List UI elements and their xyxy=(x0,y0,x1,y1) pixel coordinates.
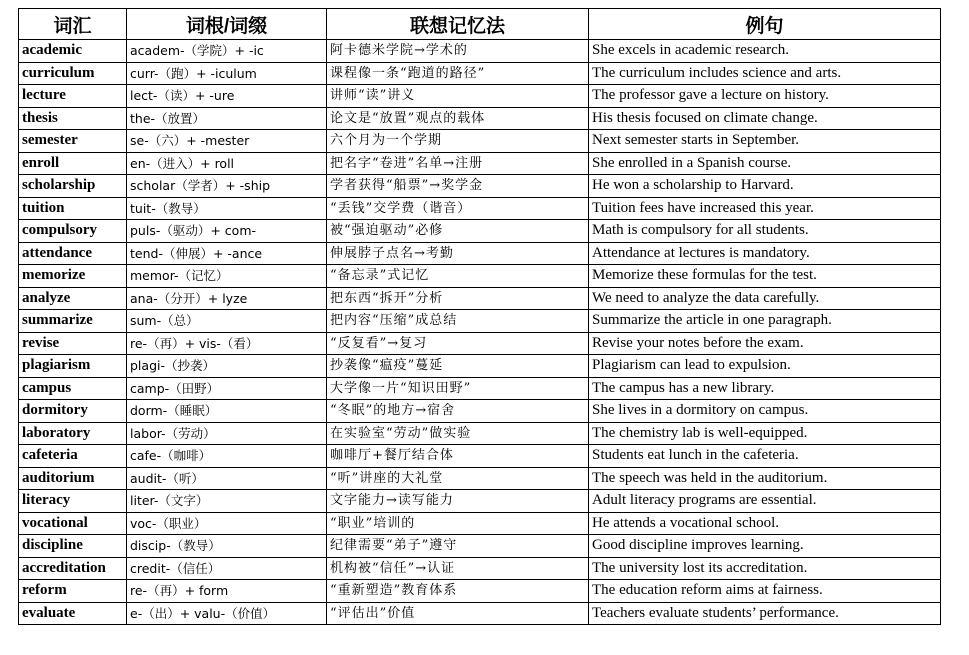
root-affix-cell: discip-（教导） xyxy=(127,535,327,558)
word-cell: summarize xyxy=(19,310,127,333)
word-cell: literacy xyxy=(19,490,127,513)
memory-method-cell: 阿卡德米学院→学术的 xyxy=(327,40,589,63)
word-cell: memorize xyxy=(19,265,127,288)
example-sentence-cell: The professor gave a lecture on history. xyxy=(589,85,941,108)
root-affix-cell: ana-（分开）+ lyze xyxy=(127,287,327,310)
word-cell: lecture xyxy=(19,85,127,108)
example-sentence-cell: Adult literacy programs are essential. xyxy=(589,490,941,513)
root-affix-cell: the-（放置） xyxy=(127,107,327,130)
example-sentence-cell: The curriculum includes science and arts. xyxy=(589,62,941,85)
table-row xyxy=(19,445,941,468)
memory-method-cell: 六个月为一个学期 xyxy=(327,130,589,153)
table-row xyxy=(19,85,941,108)
table-body xyxy=(19,40,941,625)
table-row xyxy=(19,107,941,130)
vocabulary-table xyxy=(18,8,941,625)
memory-method-cell: “备忘录”式记忆 xyxy=(327,265,589,288)
example-sentence-cell: She lives in a dormitory on campus. xyxy=(589,400,941,423)
memory-method-cell: 把东西“拆开”分析 xyxy=(327,287,589,310)
word-cell: dormitory xyxy=(19,400,127,423)
root-affix-cell: lect-（读）+ -ure xyxy=(127,85,327,108)
table-header xyxy=(19,9,941,40)
table-row xyxy=(19,355,941,378)
root-affix-cell: curr-（跑）+ -iculum xyxy=(127,62,327,85)
root-affix-cell: audit-（听） xyxy=(127,467,327,490)
memory-method-cell: 抄袭像“瘟疫”蔓延 xyxy=(327,355,589,378)
word-cell: curriculum xyxy=(19,62,127,85)
table-row xyxy=(19,512,941,535)
word-cell: campus xyxy=(19,377,127,400)
table-row xyxy=(19,175,941,198)
example-sentence-cell: We need to analyze the data carefully. xyxy=(589,287,941,310)
word-cell: reform xyxy=(19,580,127,603)
table-row xyxy=(19,602,941,625)
root-affix-cell: re-（再）+ form xyxy=(127,580,327,603)
memory-method-cell: 机构被“信任”→认证 xyxy=(327,557,589,580)
table-row xyxy=(19,40,941,63)
example-sentence-cell: The education reform aims at fairness. xyxy=(589,580,941,603)
word-cell: attendance xyxy=(19,242,127,265)
table-row xyxy=(19,332,941,355)
root-affix-cell: puls-（驱动）+ com- xyxy=(127,220,327,243)
example-sentence-cell: The chemistry lab is well-equipped. xyxy=(589,422,941,445)
table-row xyxy=(19,197,941,220)
root-affix-cell: cafe-（咖啡） xyxy=(127,445,327,468)
word-cell: plagiarism xyxy=(19,355,127,378)
memory-method-cell: “评估出”价值 xyxy=(327,602,589,625)
header-word: 词汇 xyxy=(19,9,127,40)
memory-method-cell: “听”讲座的大礼堂 xyxy=(327,467,589,490)
root-affix-cell: re-（再）+ vis-（看） xyxy=(127,332,327,355)
table-row xyxy=(19,377,941,400)
memory-method-cell: 学者获得“船票”→奖学金 xyxy=(327,175,589,198)
word-cell: scholarship xyxy=(19,175,127,198)
table-row xyxy=(19,265,941,288)
root-affix-cell: en-（进入）+ roll xyxy=(127,152,327,175)
word-cell: enroll xyxy=(19,152,127,175)
root-affix-cell: labor-（劳动） xyxy=(127,422,327,445)
header-row xyxy=(19,9,941,40)
example-sentence-cell: Students eat lunch in the cafeteria. xyxy=(589,445,941,468)
example-sentence-cell: Attendance at lectures is mandatory. xyxy=(589,242,941,265)
example-sentence-cell: Math is compulsory for all students. xyxy=(589,220,941,243)
root-affix-cell: memor-（记忆） xyxy=(127,265,327,288)
word-cell: laboratory xyxy=(19,422,127,445)
table-row xyxy=(19,422,941,445)
root-affix-cell: e-（出）+ valu-（价值） xyxy=(127,602,327,625)
memory-method-cell: “职业”培训的 xyxy=(327,512,589,535)
word-cell: evaluate xyxy=(19,602,127,625)
example-sentence-cell: Revise your notes before the exam. xyxy=(589,332,941,355)
header-memory-method: 联想记忆法 xyxy=(327,9,589,40)
word-cell: analyze xyxy=(19,287,127,310)
example-sentence-cell: Next semester starts in September. xyxy=(589,130,941,153)
example-sentence-cell: He won a scholarship to Harvard. xyxy=(589,175,941,198)
memory-method-cell: “重新塑造”教育体系 xyxy=(327,580,589,603)
word-cell: compulsory xyxy=(19,220,127,243)
example-sentence-cell: She excels in academic research. xyxy=(589,40,941,63)
table-row xyxy=(19,400,941,423)
root-affix-cell: liter-（文字） xyxy=(127,490,327,513)
word-cell: cafeteria xyxy=(19,445,127,468)
memory-method-cell: 课程像一条“跑道的路径” xyxy=(327,62,589,85)
root-affix-cell: tuit-（教导） xyxy=(127,197,327,220)
memory-method-cell: 把名字“卷进”名单→注册 xyxy=(327,152,589,175)
root-affix-cell: se-（六）+ -mester xyxy=(127,130,327,153)
example-sentence-cell: The campus has a new library. xyxy=(589,377,941,400)
example-sentence-cell: Tuition fees have increased this year. xyxy=(589,197,941,220)
root-affix-cell: scholar（学者）+ -ship xyxy=(127,175,327,198)
table-row xyxy=(19,467,941,490)
root-affix-cell: camp-（田野） xyxy=(127,377,327,400)
root-affix-cell: tend-（伸展）+ -ance xyxy=(127,242,327,265)
memory-method-cell: 咖啡厅+餐厅结合体 xyxy=(327,445,589,468)
memory-method-cell: 被“强迫驱动”必修 xyxy=(327,220,589,243)
word-cell: academic xyxy=(19,40,127,63)
root-affix-cell: plagi-（抄袭） xyxy=(127,355,327,378)
example-sentence-cell: Summarize the article in one paragraph. xyxy=(589,310,941,333)
word-cell: auditorium xyxy=(19,467,127,490)
word-cell: tuition xyxy=(19,197,127,220)
word-cell: semester xyxy=(19,130,127,153)
memory-method-cell: “冬眠”的地方→宿舍 xyxy=(327,400,589,423)
root-affix-cell: credit-（信任） xyxy=(127,557,327,580)
table-row xyxy=(19,580,941,603)
memory-method-cell: 把内容“压缩”成总结 xyxy=(327,310,589,333)
word-cell: thesis xyxy=(19,107,127,130)
example-sentence-cell: The university lost its accreditation. xyxy=(589,557,941,580)
table-row xyxy=(19,152,941,175)
memory-method-cell: 大学像一片“知识田野” xyxy=(327,377,589,400)
header-root-affix: 词根/词缀 xyxy=(127,9,327,40)
example-sentence-cell: His thesis focused on climate change. xyxy=(589,107,941,130)
table-row xyxy=(19,310,941,333)
example-sentence-cell: Plagiarism can lead to expulsion. xyxy=(589,355,941,378)
table-row xyxy=(19,287,941,310)
root-affix-cell: sum-（总） xyxy=(127,310,327,333)
memory-method-cell: 文字能力→读写能力 xyxy=(327,490,589,513)
table-row xyxy=(19,535,941,558)
example-sentence-cell: She enrolled in a Spanish course. xyxy=(589,152,941,175)
root-affix-cell: academ-（学院）+ -ic xyxy=(127,40,327,63)
root-affix-cell: dorm-（睡眠） xyxy=(127,400,327,423)
memory-method-cell: 伸展脖子点名→考勤 xyxy=(327,242,589,265)
root-affix-cell: voc-（职业） xyxy=(127,512,327,535)
table-row xyxy=(19,62,941,85)
word-cell: accreditation xyxy=(19,557,127,580)
example-sentence-cell: Teachers evaluate students’ performance. xyxy=(589,602,941,625)
memory-method-cell: 纪律需要“弟子”遵守 xyxy=(327,535,589,558)
example-sentence-cell: He attends a vocational school. xyxy=(589,512,941,535)
word-cell: revise xyxy=(19,332,127,355)
example-sentence-cell: The speech was held in the auditorium. xyxy=(589,467,941,490)
table-row xyxy=(19,490,941,513)
memory-method-cell: 论文是“放置”观点的载体 xyxy=(327,107,589,130)
word-cell: discipline xyxy=(19,535,127,558)
table-row xyxy=(19,220,941,243)
table-row xyxy=(19,130,941,153)
memory-method-cell: “丢钱”交学费（谐音） xyxy=(327,197,589,220)
example-sentence-cell: Good discipline improves learning. xyxy=(589,535,941,558)
memory-method-cell: 在实验室“劳动”做实验 xyxy=(327,422,589,445)
table-row xyxy=(19,557,941,580)
example-sentence-cell: Memorize these formulas for the test. xyxy=(589,265,941,288)
table-row xyxy=(19,242,941,265)
memory-method-cell: “反复看”→复习 xyxy=(327,332,589,355)
word-cell: vocational xyxy=(19,512,127,535)
header-example-sentence: 例句 xyxy=(589,9,941,40)
memory-method-cell: 讲师“读”讲义 xyxy=(327,85,589,108)
